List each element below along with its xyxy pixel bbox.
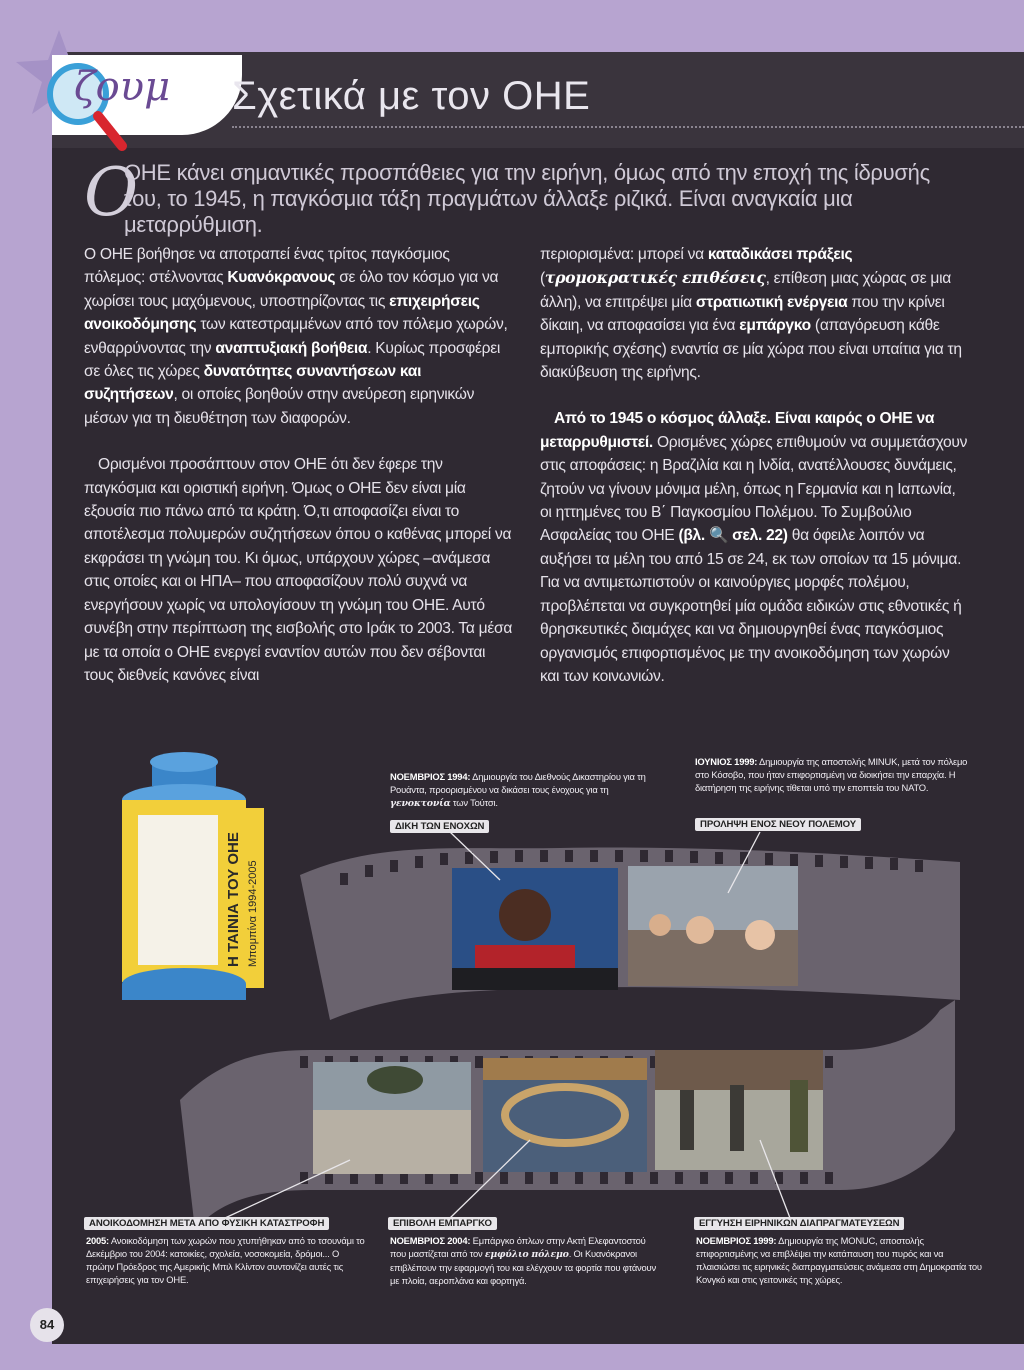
caption-text: Εμπάργκο όπλων στην Ακτή Ελεφαντοστού που μαστίζεται από τον	[390, 1235, 646, 1259]
photo-security-council	[483, 1058, 647, 1172]
canister-subtitle: Μπομπίνα 1994-2005	[247, 860, 259, 967]
caption-rebuild	[86, 1234, 366, 1286]
bold-term: Κυανόκρανους	[227, 269, 336, 287]
glossary-term: γενοκτονία	[390, 798, 451, 809]
caption-kosovo	[695, 755, 980, 794]
bold-term: δυνατότητες συναντήσεων και συζητήσεων	[84, 363, 422, 404]
caption-date: ΝΟΕΜΒΡΙΟΣ 1999:	[696, 1235, 777, 1246]
bold-term: αναπτυξιακή βοήθεια	[215, 339, 368, 357]
text-run: περιορισμένα: μπορεί να	[540, 246, 708, 263]
glossary-term: τρομοκρατικές επιθέσεις	[544, 268, 766, 288]
drop-cap: Ο	[84, 154, 139, 231]
caption-congo	[696, 1234, 986, 1286]
page-number: 84	[30, 1308, 64, 1342]
text-run: , οι οποίες βοηθούν στην ανεύρεση ειρηνικών μέσων για τη διευθέτηση των διαφορών.	[84, 386, 475, 427]
text-run: (απαγόρευση κάθε εμπορικής σχέσης) εναντία σε μία χώρα που είναι υπαίτια για τη διακύβευση της ειρήνης.	[540, 317, 962, 382]
text-run: . Κυρίως προσφέρει σε όλες τις χώρες	[84, 339, 501, 381]
label-kosovo: ΠΡΟΛΗΨΗ ΕΝΟΣ ΝΕΟΥ ΠΟΛΕΜΟΥ	[695, 818, 861, 831]
text-run: σε όλο τον κόσμο για να χωρίσει τους μαχόμενους, υποστηρίζοντας τις	[84, 269, 499, 310]
bold-term: επιχειρήσεις ανοικοδόμησης	[84, 292, 480, 334]
caption-text: Δημιουργία της MONUC, αποστολής επιφορτισμένης να επιβλέψει την κατάπαυση του πυρός και να πλαισιώσει τις ειρηνικές διαπραγματεύσεις ανάμεσα στη Δημοκρατία του Κονγκό και στις γειτονικές της χώρες.	[696, 1235, 982, 1285]
logo-word: ζουμ	[74, 64, 171, 110]
photo-tsunami	[313, 1062, 471, 1174]
label-congo: ΕΓΓΥΗΣΗ ΕΙΡΗΝΙΚΩΝ ΔΙΑΠΡΑΓΜΑΤΕΥΣΕΩΝ	[694, 1217, 904, 1230]
caption-text: Ανοικοδόμηση των χωρών που χτυπήθηκαν από το τσουνάμι το Δεκέμβριο του 2004: κατοικίες, σχολεία, νοσοκομεία, δρόμοι... Ο πρώην Πρόεδρος της Αμερικής Μπιλ Κλίντον συντονίζει αυτές τις επιχειρήσεις για τον ΟΗΕ.	[86, 1235, 365, 1285]
label-trial: ΔΙΚΗ ΤΩΝ ΕΝΟΧΩΝ	[390, 820, 489, 833]
caption-date: 2005:	[86, 1235, 109, 1246]
text-run: που την κρίνει δίκαιη, να αποφασίσει για ένα	[540, 293, 945, 335]
bold-term: καταδικάσει πράξεις	[707, 246, 853, 263]
caption-text: . Οι Κυανόκρανοι επιβλέπουν την εφαρμογή του και ελέγχουν τα φορτία που φτάνουν με πλοία, αεροπλάνα και φορτηγά.	[390, 1248, 656, 1286]
page-title: Σχετικά με τον ΟΗΕ	[232, 74, 591, 118]
label-rebuild: ΑΝΟΙΚΟΔΟΜΗΣΗ ΜΕΤΑ ΑΠΟ ΦΥΣΙΚΗ ΚΑΤΑΣΤΡΟΦΗ	[84, 1217, 329, 1230]
photo-kosovo-crowd	[628, 866, 798, 986]
cross-reference: (βλ. 🔍 σελ. 22)	[678, 527, 788, 545]
bold-lead: Από το 1945 ο κόσμος άλλαξε. Είναι καιρός ο ΟΗΕ να μεταρρυθμιστεί.	[540, 410, 935, 451]
text-run: Ο ΟΗΕ βοήθησε να αποτραπεί ένας τρίτος παγκόσμιος πόλεμος: στέλνοντας	[84, 246, 450, 287]
text-run: θα όφειλε λοιπόν να αυξήσει τα μέλη του από 15 σε 24, εκ των οποίων τα 15 μόνιμα. Για να αντιμετωπιστούν οι καινούργιες μορφές πολέμου, προβλέπεται να συγκροτηθεί μία ομάδα ειδικών στις εθνοτικές ή θρησκευτικές διαμάχες και να δημιουργηθεί ένας παγκόσμιος οργανισμός επιφορτισμένος με την ανοικοδόμηση των χωρών και των κοινωνιών.	[540, 527, 962, 685]
label-embargo: ΕΠΙΒΟΛΗ ΕΜΠΑΡΓΚΟ	[388, 1217, 497, 1230]
caption-text: των Τούτσι.	[450, 797, 498, 808]
caption-date: ΝΟΕΜΒΡΙΟΣ 2004:	[390, 1235, 471, 1246]
photo-congo-soldiers	[655, 1050, 823, 1170]
caption-text: Δημιουργία του Διεθνούς Δικαστηρίου για τη Ρουάντα, προορισμένου να δικάσει τους ένοχους για τη	[390, 771, 646, 795]
caption-trial	[390, 770, 670, 810]
text-run: , επίθεση μιας χώρας σε μια άλλη), να επιτρέψει μία	[540, 270, 951, 311]
caption-embargo	[390, 1234, 660, 1287]
glossary-term: εμφύλιο πόλεμο	[484, 1249, 569, 1260]
text-run: (	[540, 270, 545, 288]
text-run: Ορισμένες χώρες επιθυμούν να συμμετάσχουν στις αποφάσεις: η Βραζιλία και η Ινδία, ανατέλλουσες δυνάμεις, ζητούν να γίνουν μόνιμα μέλη, όπως η Γερμανία και η Ιαπωνία, οι ηττημένες του Β΄ Παγκοσμίου Πολέμου. Το Συμβούλιο Ασφαλείας του ΟΗΕ	[540, 433, 968, 545]
film-canister	[122, 752, 264, 1000]
intro-text: ΟΗΕ κάνει σημαντικές προσπάθειες για την ειρήνη, όμως από την εποχή της ίδρυσής του, το 1945, η παγκόσμια τάξη πραγμάτων άλλαξε ριζικά. Είναι αναγκαία μια μεταρρύθμιση.	[124, 160, 930, 237]
bold-term: στρατιωτική ενέργεια	[695, 293, 848, 311]
photo-tribunal	[452, 868, 618, 990]
col1-paragraph-2: Ορισμένοι προσάπτουν στον ΟΗΕ ότι δεν έφερε την παγκόσμια και οριστική ειρήνη. Όμως ο ΟΗΕ δεν είναι μία εξουσία πιο πάνω από τα κράτη. Ό,τι αποφασίζει είναι το αποτέλεσμα πολυμερών συζητήσεων όπου ο καθένας μπορεί να εκφράσει τη γνώμη του. Κι όμως, υπάρχουν χώρες –ανάμεσα στις οποίες και οι ΗΠΑ– που αποφασίζουν πολύ συχνά να ενεργήσουν χωρίς να υπολογίσουν τη γνώμη του ΟΗΕ. Αυτό συνέβη στην περίπτωση της εισβολής στο Ιράκ το 2003. Τα μέσα με τα οποία ο ΟΗΕ ενεργεί εναντίον αυτών που δεν σέβονται τους διεθνείς κανόνες είναι	[84, 456, 513, 684]
caption-date: ΙΟΥΝΙΟΣ 1999:	[695, 756, 758, 767]
caption-text: Δημιουργία της αποστολής MINUK, μετά τον πόλεμο στο Κόσοβο, που ήταν επιφορτισμένη να διοικήσει την επαρχία. Η διατήρηση της ειρήνης τίθεται υπό την εποπτεία του ΝΑΤΟ.	[695, 756, 968, 793]
bold-term: εμπάργκο	[739, 317, 811, 335]
canister-title: Η ΤΑΙΝΙΑ ΤΟΥ ΟΗΕ	[225, 832, 242, 967]
text-run: των κατεστραμμένων από τον πόλεμο χωρών, ενθαρρύνοντας την	[84, 316, 508, 357]
caption-date: ΝΟΕΜΒΡΙΟΣ 1994:	[390, 771, 471, 782]
